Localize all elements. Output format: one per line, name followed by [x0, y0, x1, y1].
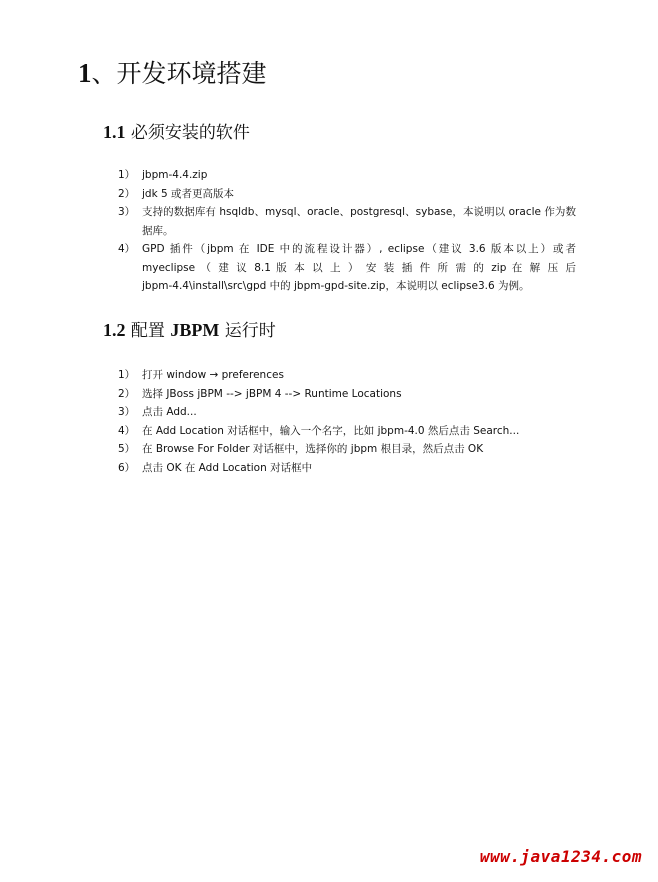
list-item-text: 点击 OK 在 Add Location 对话框中 [142, 461, 313, 474]
list-marker: 1） [118, 169, 136, 181]
list-item-text: jdk 5 或者更高版本 [142, 187, 235, 200]
list-item [118, 403, 576, 422]
list-item [118, 203, 576, 240]
list-item-text: jbpm-4.4.zip [142, 169, 208, 181]
list-item [118, 166, 576, 185]
section-1-title: 必须安装的软件 [125, 123, 250, 143]
list-marker: 1） [118, 369, 136, 381]
section-2-title-pre: 配置 [125, 321, 171, 341]
heading-1-number: 1 [78, 58, 92, 88]
list-item-text: 支持的数据库有 hsqldb、mysql、oracle、postgresql、sybase，本说明以 oracle 作为数据库。 [142, 206, 576, 237]
list-item [118, 185, 576, 204]
section-2-title-bold: JBPM [170, 320, 220, 340]
list-marker: 5） [118, 443, 136, 455]
list-marker: 2） [118, 387, 136, 400]
list-item-text: 在 Add Location 对话框中，输入一个名字，比如 jbpm-4.0 然后点击 Search... [142, 424, 520, 437]
section-2-title-post: 运行时 [219, 321, 276, 341]
list-marker: 4） [118, 243, 136, 255]
footer-watermark: www.java1234.com [479, 847, 642, 866]
list-item-text-line: GPD 插件（jbpm 在 IDE 中的流程设计器）, eclipse（建议 3.6 版本以上）或者 [142, 243, 576, 255]
list-item-text: 在 Browse For Folder 对话框中，选择你的 jbpm 根目录，然后点击 OK [142, 443, 484, 455]
list-item-text: 选择 JBoss jBPM --> jBPM 4 --> Runtime Locations [142, 387, 402, 400]
heading-1-text: 、开发环境搭建 [91, 59, 267, 88]
heading-1 [78, 56, 267, 91]
list-item [118, 459, 576, 478]
section-2-heading [103, 318, 276, 343]
list-item [118, 422, 576, 441]
list-item-text-line: myeclipse （ 建 议 8.1 版 本 以 上 ） 安 装 插 件 所 需 的 zip 在 解 压 后 [142, 261, 576, 274]
list-marker: 3） [118, 206, 136, 218]
list-item [118, 440, 576, 459]
list-marker: 2） [118, 187, 136, 200]
section-1-number: 1.1 [103, 122, 126, 142]
list-item [118, 240, 576, 296]
section-1-heading [103, 120, 250, 145]
list-item-text: 点击 Add... [142, 406, 197, 418]
list-marker: 4） [118, 424, 136, 437]
section-2-list [118, 366, 576, 477]
list-item-text: 打开 window → preferences [142, 369, 284, 381]
list-marker: 3） [118, 406, 136, 418]
list-marker: 6） [118, 461, 136, 474]
list-item-text-line: jbpm-4.4\install\src\gpd 中的 jbpm-gpd-site.zip，本说明以 eclipse3.6 为例。 [142, 280, 530, 292]
list-item [118, 366, 576, 385]
section-1-list [118, 166, 576, 296]
section-2-number: 1.2 [103, 320, 126, 340]
list-item [118, 385, 576, 404]
